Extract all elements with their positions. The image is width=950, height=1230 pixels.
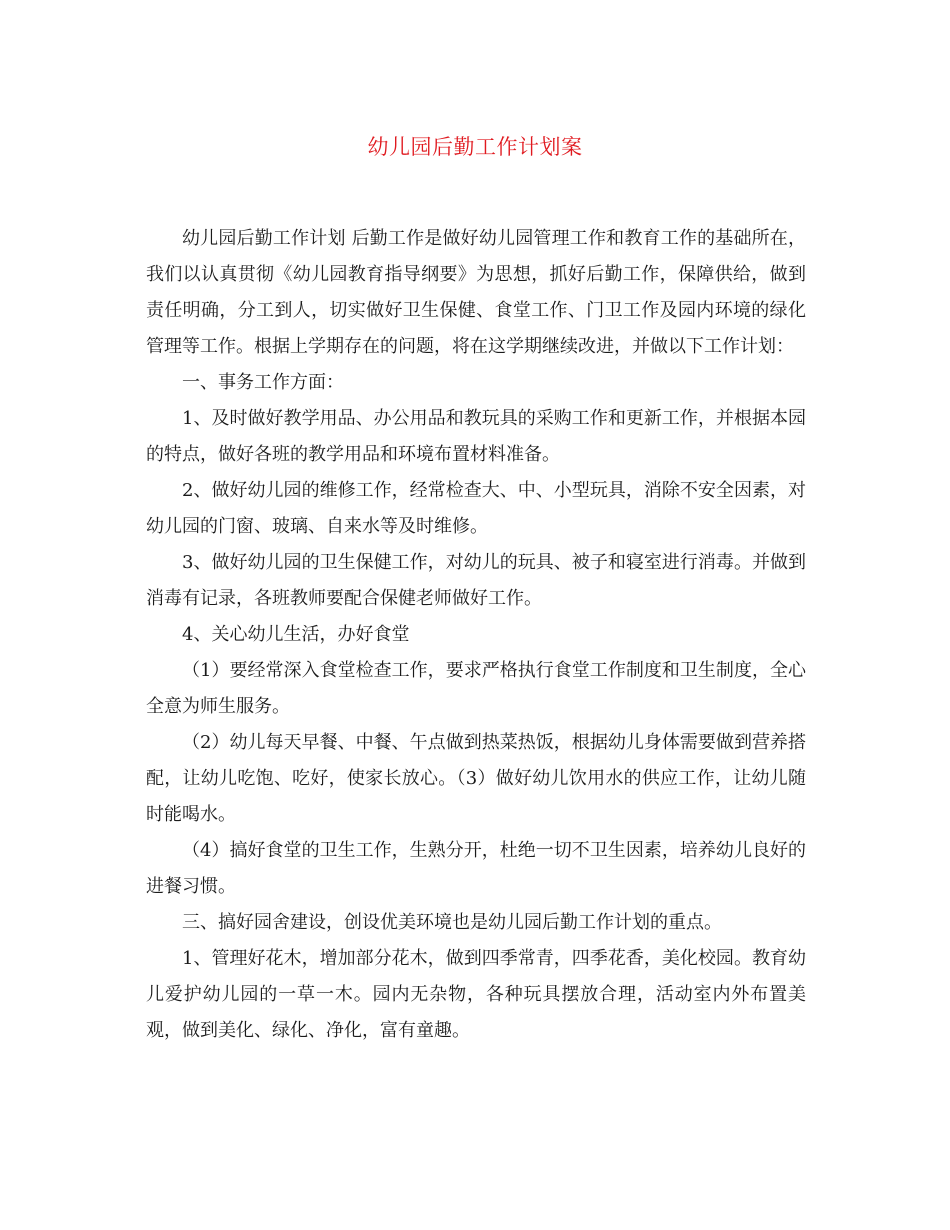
paragraph-item-3: 3、做好幼儿园的卫生保健工作，对幼儿的玩具、被子和寝室进行消毒。并做到消毒有记录，各班教师要配合保健老师做好工作。: [146, 552, 806, 609]
section-heading-campus: 三、搞好园舍建设，创设优美环境也是幼儿园后勤工作计划的重点。: [182, 912, 722, 933]
paragraph-item-1: 1、及时做好教学用品、办公用品和教玩具的采购工作和更新工作，并根据本园的特点，做好各班的教学用品和环境布置材料准备。: [146, 408, 806, 465]
paragraph-item-2: 2、做好幼儿园的维修工作，经常检查大、中、小型玩具，消除不安全因素，对幼儿园的门窗、玻璃、自来水等及时维修。: [146, 480, 806, 537]
section-heading-affairs: 一、事务工作方面：: [182, 372, 344, 393]
paragraph-item-4: 4、关心幼儿生活，办好食堂: [182, 624, 410, 645]
document-body: [146, 221, 806, 1049]
paragraph-intro: 幼儿园后勤工作计划 后勤工作是做好幼儿园管理工作和教育工作的基础所在，我们以认真贯彻《幼儿园教育指导纲要》为思想，抓好后勤工作，保障供给，做到责任明确，分工到人，切实做好卫生保健、食堂工作、门卫工作及园内环境的绿化管理等工作。根据上学期存在的问题，将在这学期继续改进，并做以下工作计划：: [146, 228, 806, 357]
paragraph-subitem-1: （1）要经常深入食堂检查工作，要求严格执行食堂工作制度和卫生制度，全心全意为师生服务。: [146, 660, 806, 717]
paragraph-subitem-4: （4）搞好食堂的卫生工作，生熟分开，杜绝一切不卫生因素，培养幼儿良好的进餐习惯。: [146, 840, 806, 897]
paragraph-subitem-2-3: （2）幼儿每天早餐、中餐、午点做到热菜热饭，根据幼儿身体需要做到营养搭配，让幼儿吃饱、吃好，使家长放心。（3）做好幼儿饮用水的供应工作，让幼儿随时能喝水。: [146, 732, 806, 825]
document-title: 幼儿园后勤工作计划案: [367, 135, 583, 159]
paragraph-campus-item-1: 1、管理好花木，增加部分花木，做到四季常青，四季花香，美化校园。教育幼儿爱护幼儿园的一草一木。园内无杂物，各种玩具摆放合理，活动室内外布置美观，做到美化、绿化、净化，富有童趣。: [146, 948, 806, 1041]
